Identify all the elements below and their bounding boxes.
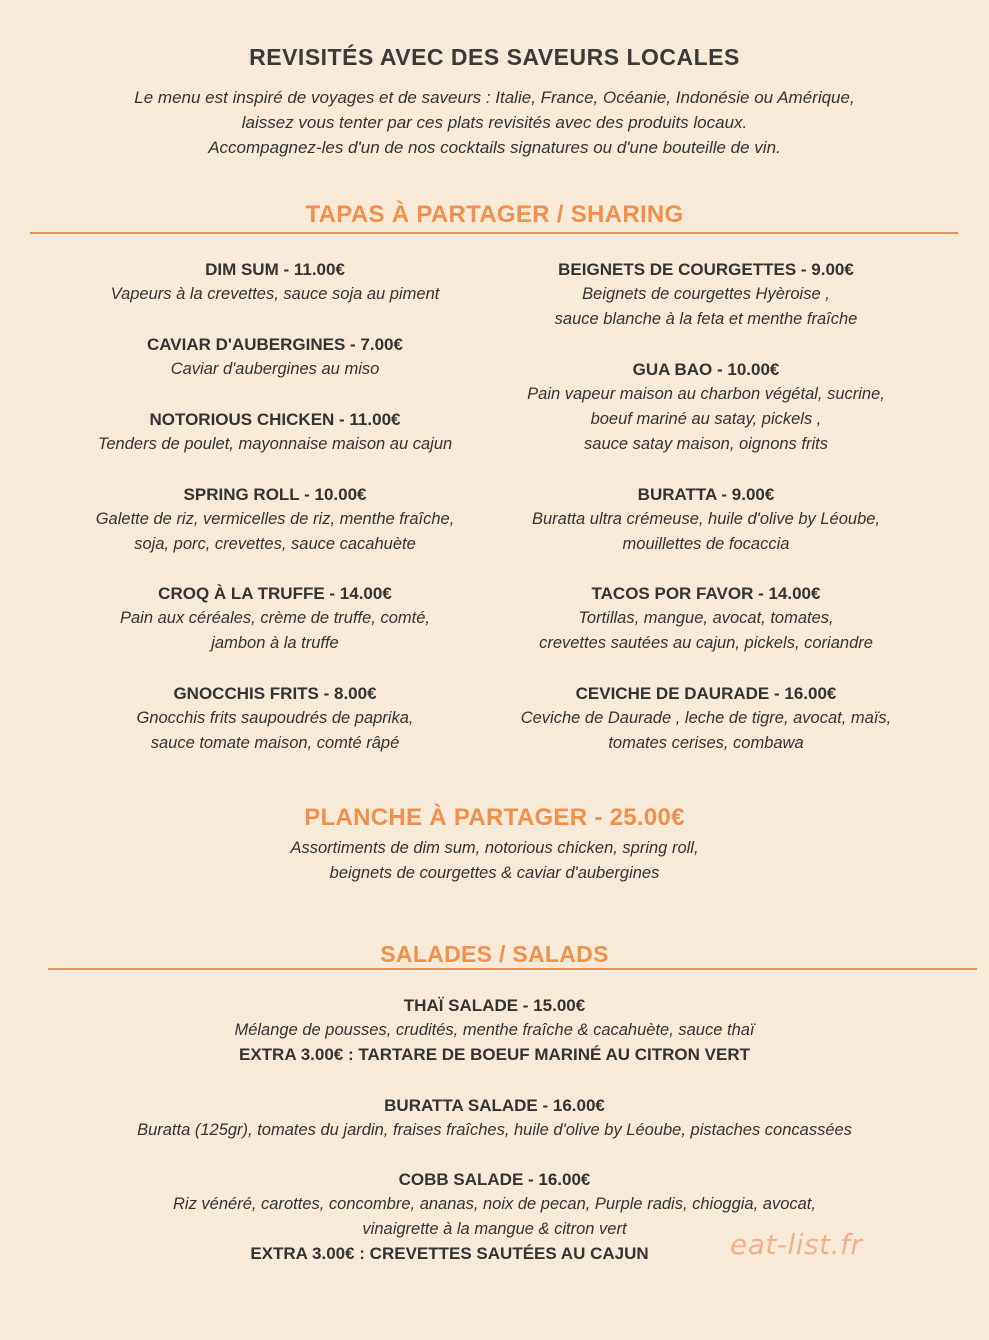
intro-text: [0, 85, 989, 160]
item-name: CEVICHE DE DAURADE - 16.00€: [575, 684, 837, 703]
item-desc: Gnocchis frits saupoudrés de paprika,: [136, 709, 414, 727]
item-name: NOTORIOUS CHICKEN - 11.00€: [149, 410, 401, 429]
item-desc: Tortillas, mangue, avocat, tomates,: [578, 609, 834, 627]
item-name: CROQ À LA TRUFFE - 14.00€: [158, 584, 392, 603]
item-desc: tomates cerises, combawa: [608, 734, 804, 752]
item-name: CAVIAR D'AUBERGINES - 7.00€: [147, 335, 403, 354]
item-desc: Ceviche de Daurade , leche de tigre, avocat, maïs,: [520, 709, 892, 727]
tapas-divider: [30, 232, 958, 234]
item-desc: Pain aux céréales, crème de truffe, comté,: [120, 609, 430, 627]
item-name: TACOS POR FAVOR - 14.00€: [591, 584, 821, 603]
tapas-section-title: TAPAS À PARTAGER / SHARING: [305, 201, 684, 228]
item-desc: Mélange de pousses, crudités, menthe fraîche & cacahuète, sauce thaï: [234, 1021, 755, 1039]
item-name: COBB SALADE - 16.00€: [398, 1170, 591, 1189]
planche-desc: beignets de courgettes & caviar d'aubergines: [329, 864, 660, 882]
item-desc: crevettes sautées au cajun, pickels, coriandre: [539, 634, 873, 652]
item-desc: Buratta ultra crémeuse, huile d'olive by Léoube,: [531, 510, 881, 528]
item-name: GUA BAO - 10.00€: [632, 360, 780, 379]
menu-item-notorious-chicken: [45, 408, 505, 457]
menu-item-gnocchis-frits: [45, 682, 505, 756]
item-desc: sauce blanche à la feta et menthe fraîche: [554, 310, 858, 328]
salades-divider: [48, 968, 977, 970]
menu-item-buratta: [476, 483, 936, 557]
item-desc: soja, porc, crevettes, sauce cacahuète: [134, 535, 416, 553]
salades-section-title: SALADES / SALADS: [380, 941, 609, 967]
planche-title: PLANCHE À PARTAGER - 25.00€: [304, 804, 685, 831]
item-desc: Buratta (125gr), tomates du jardin, fraises fraîches, huile d'olive by Léoube, pistaches concassées: [137, 1121, 852, 1139]
watermark-logo: eat-list.fr: [730, 1228, 863, 1261]
item-name: BURATTA SALADE - 16.00€: [384, 1096, 605, 1115]
menu-item-gua-bao: [476, 358, 936, 457]
item-desc: Galette de riz, vermicelles de riz, menthe fraîche,: [95, 510, 455, 528]
item-desc: Vapeurs à la crevettes, sauce soja au piment: [110, 285, 440, 303]
item-extra: EXTRA 3.00€ : CREVETTES SAUTÉES AU CAJUN: [250, 1244, 649, 1263]
planche-block: [0, 804, 989, 886]
menu-item-ceviche: [476, 682, 936, 756]
menu-item-dim-sum: [45, 258, 505, 307]
planche-desc: Assortiments de dim sum, notorious chicken, spring roll,: [290, 839, 699, 857]
menu-item-tacos: [476, 582, 936, 656]
item-name: THAÏ SALADE - 15.00€: [403, 996, 586, 1015]
item-name: DIM SUM - 11.00€: [205, 260, 345, 279]
item-name: BEIGNETS DE COURGETTES - 9.00€: [558, 260, 854, 279]
item-desc: vinaigrette à la mangue & citron vert: [362, 1220, 627, 1238]
menu-item-caviar-aubergines: [45, 333, 505, 382]
item-name: GNOCCHIS FRITS - 8.00€: [173, 684, 377, 703]
menu-item-beignets-courgettes: [476, 258, 936, 332]
item-name: BURATTA - 9.00€: [637, 485, 775, 504]
salad-item-thai: [0, 994, 989, 1067]
item-desc: jambon à la truffe: [211, 634, 339, 652]
item-desc: Riz vénéré, carottes, concombre, ananas, noix de pecan, Purple radis, chioggia, avocat,: [173, 1195, 816, 1213]
menu-item-spring-roll: [45, 483, 505, 557]
item-extra: EXTRA 3.00€ : TARTARE DE BOEUF MARINÉ AU CITRON VERT: [239, 1045, 750, 1064]
intro-title: REVISITÉS AVEC DES SAVEURS LOCALES: [249, 44, 740, 70]
menu-item-croq-truffe: [45, 582, 505, 656]
item-desc: sauce satay maison, oignons frits: [584, 435, 828, 453]
intro-line: laissez vous tenter par ces plats revisités avec des produits locaux.: [241, 113, 748, 132]
item-name: SPRING ROLL - 10.00€: [183, 485, 367, 504]
salad-item-buratta: [0, 1094, 989, 1143]
intro-line: Le menu est inspiré de voyages et de saveurs : Italie, France, Océanie, Indonésie ou Amérique,: [134, 88, 855, 107]
item-desc: boeuf mariné au satay, pickels ,: [590, 410, 822, 428]
item-desc: Caviar d'aubergines au miso: [170, 360, 380, 378]
item-desc: Tenders de poulet, mayonnaise maison au cajun: [97, 435, 453, 453]
item-desc: sauce tomate maison, comté râpé: [150, 734, 400, 752]
item-desc: Pain vapeur maison au charbon végétal, sucrine,: [527, 385, 885, 403]
intro-line: Accompagnez-les d'un de nos cocktails signatures ou d'une bouteille de vin.: [208, 138, 781, 157]
item-desc: mouillettes de focaccia: [622, 535, 790, 553]
item-desc: Beignets de courgettes Hyèroise ,: [582, 285, 830, 303]
